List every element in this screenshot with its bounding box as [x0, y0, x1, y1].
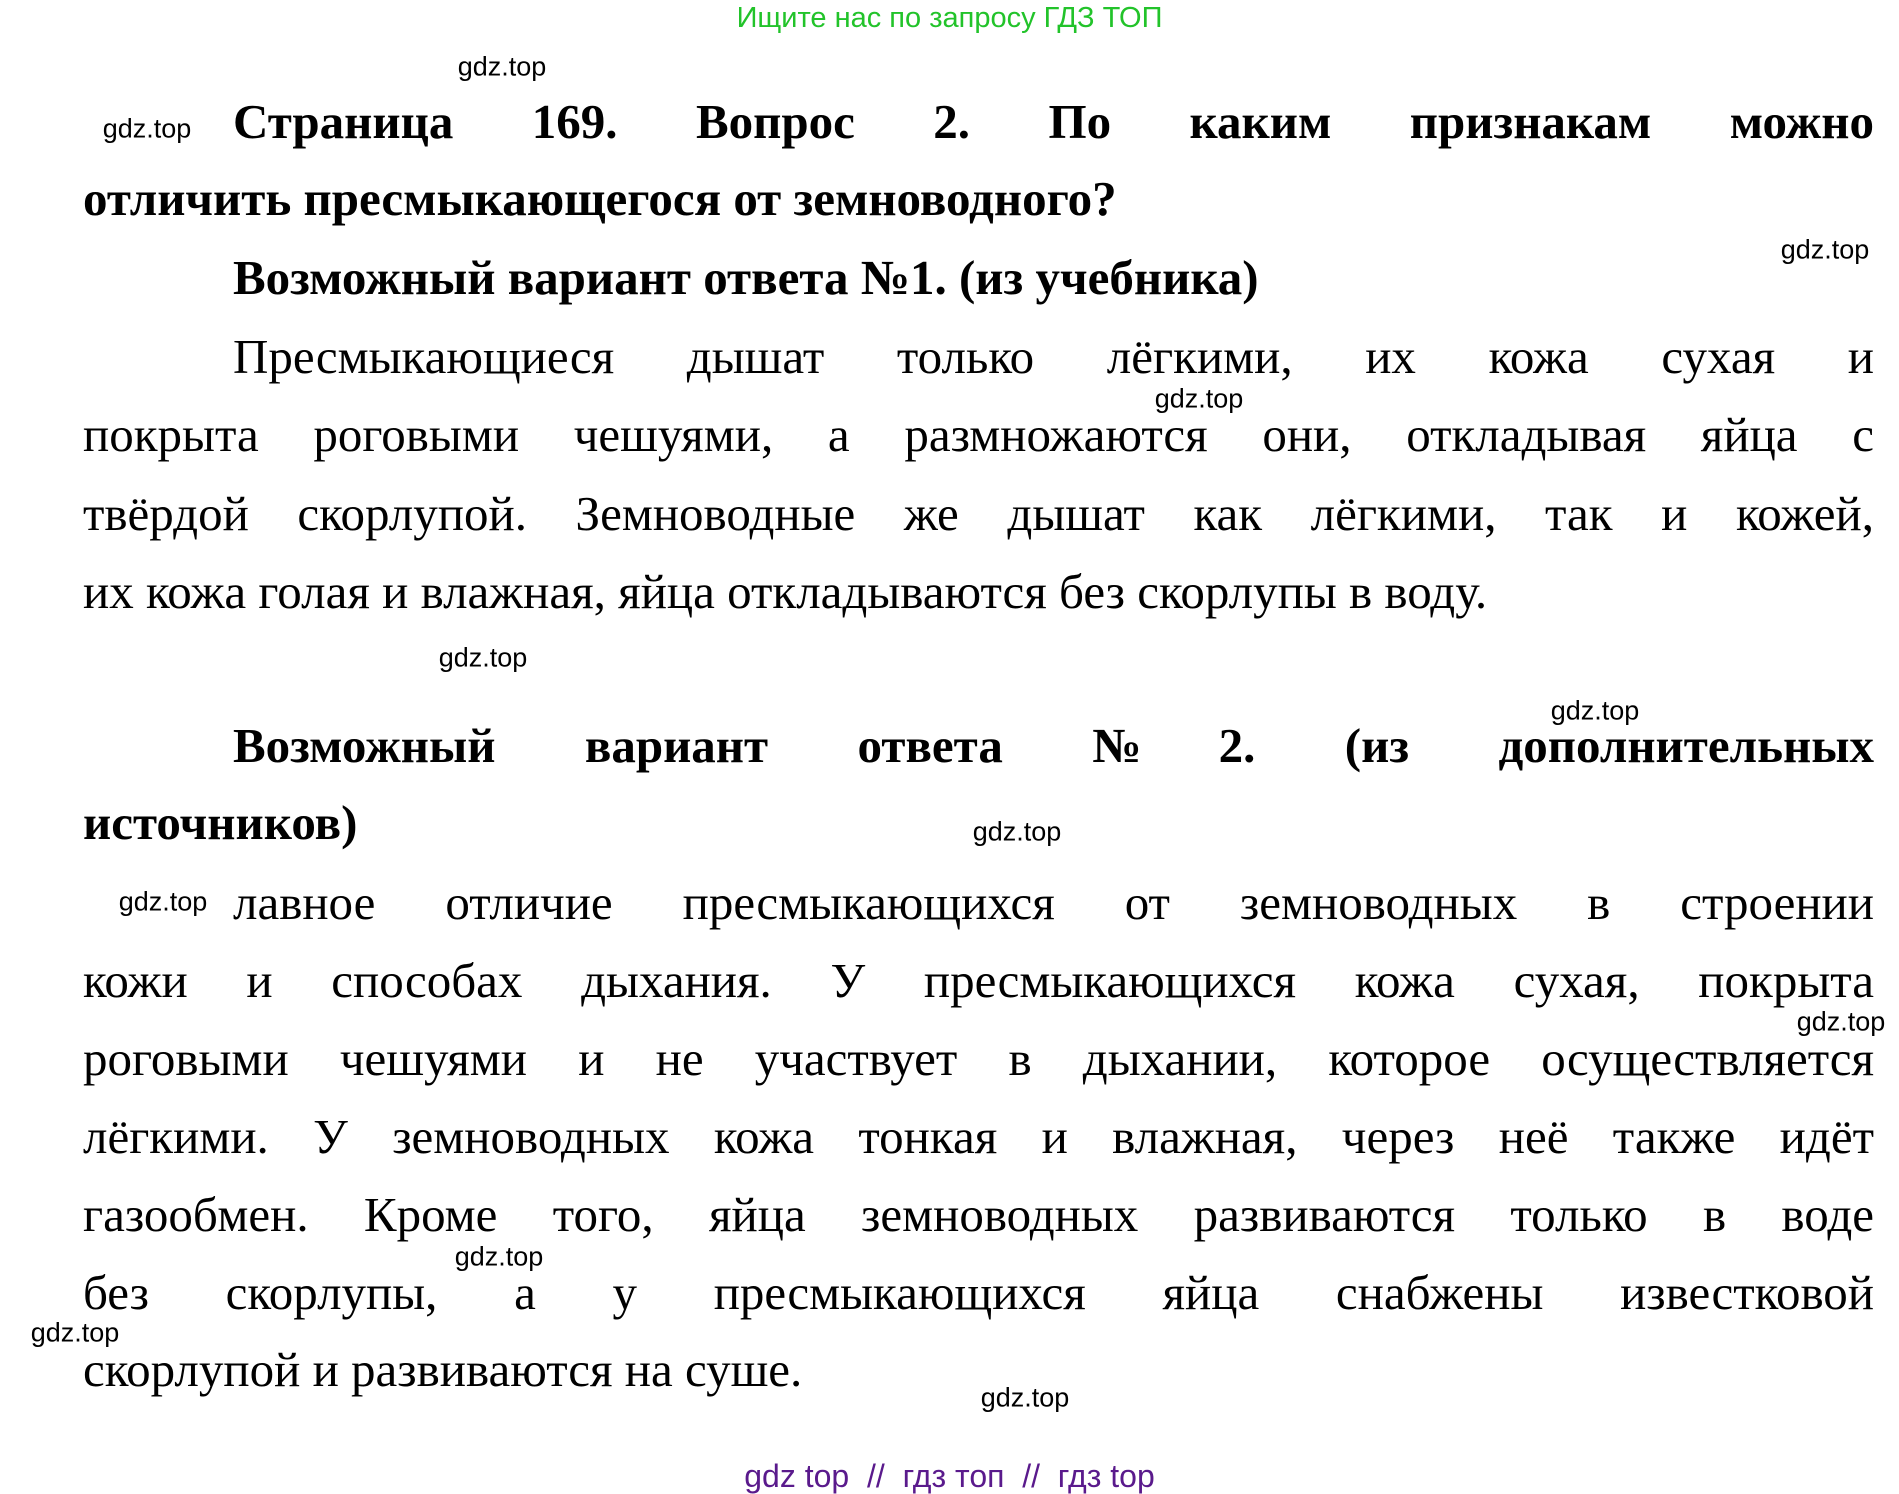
answer2-line: скорлупой и развиваются на суше. — [83, 1342, 803, 1397]
answer1-line: покрыта роговыми чешуями, а размножаются они, откладывая яйца с — [83, 407, 1874, 462]
answer2-line: роговыми чешуями и не участвует в дыхании, которое осуществляется — [83, 1031, 1874, 1086]
answer2-line: лёгкими. У земноводных кожа тонкая и влажная, через неё также идёт — [83, 1109, 1874, 1164]
watermark: gdz.top — [1154, 383, 1244, 414]
watermark: gdz.top — [1780, 234, 1870, 265]
watermark: gdz.top — [972, 816, 1062, 847]
answer2-heading: Возможный вариант ответа №2. (из дополнительных — [233, 718, 1874, 773]
watermark: gdz.top — [118, 886, 208, 917]
watermark: gdz.top — [102, 113, 192, 144]
answer1-line: Пресмыкающиеся дышат только лёгкими, их кожа сухая и — [233, 329, 1874, 384]
watermark: gdz.top — [30, 1317, 120, 1348]
answer1-line: твёрдой скорлупой. Земноводные же дышат как лёгкими, так и кожей, — [83, 486, 1874, 541]
answer2-line: кожи и способах дыхания. У пресмыкающихся кожа сухая, покрыта — [83, 953, 1874, 1008]
answer2-line: лавное отличие пресмыкающихся от земноводных в строении — [233, 875, 1874, 930]
answer2-line: без скорлупы, а у пресмыкающихся яйца снабжены известковой — [83, 1265, 1874, 1320]
watermark: gdz.top — [1550, 695, 1640, 726]
answer1-line: их кожа голая и влажная, яйца откладываются без скорлупы в воду. — [83, 564, 1488, 619]
answer2-line: газообмен. Кроме того, яйца земноводных развиваются только в воде — [83, 1187, 1874, 1242]
answer2-heading: источников) — [83, 795, 358, 850]
watermark: gdz.top — [457, 51, 547, 82]
watermark: gdz.top — [454, 1241, 544, 1272]
watermark: gdz.top — [438, 642, 528, 673]
answer1-heading: Возможный вариант ответа №1. (из учебника) — [233, 250, 1259, 305]
question-title-line: Страница 169. Вопрос 2. По каким признакам можно — [233, 94, 1874, 149]
watermark: gdz.top — [1796, 1006, 1886, 1037]
search-banner: Ищите нас по запросу ГДЗ ТОП — [736, 2, 1163, 34]
watermark: gdz.top — [980, 1382, 1070, 1413]
footer-links[interactable]: gdz top // гдз топ // гдз top — [744, 1458, 1155, 1494]
question-title-line: отличить пресмыкающегося от земноводного? — [83, 171, 1117, 226]
